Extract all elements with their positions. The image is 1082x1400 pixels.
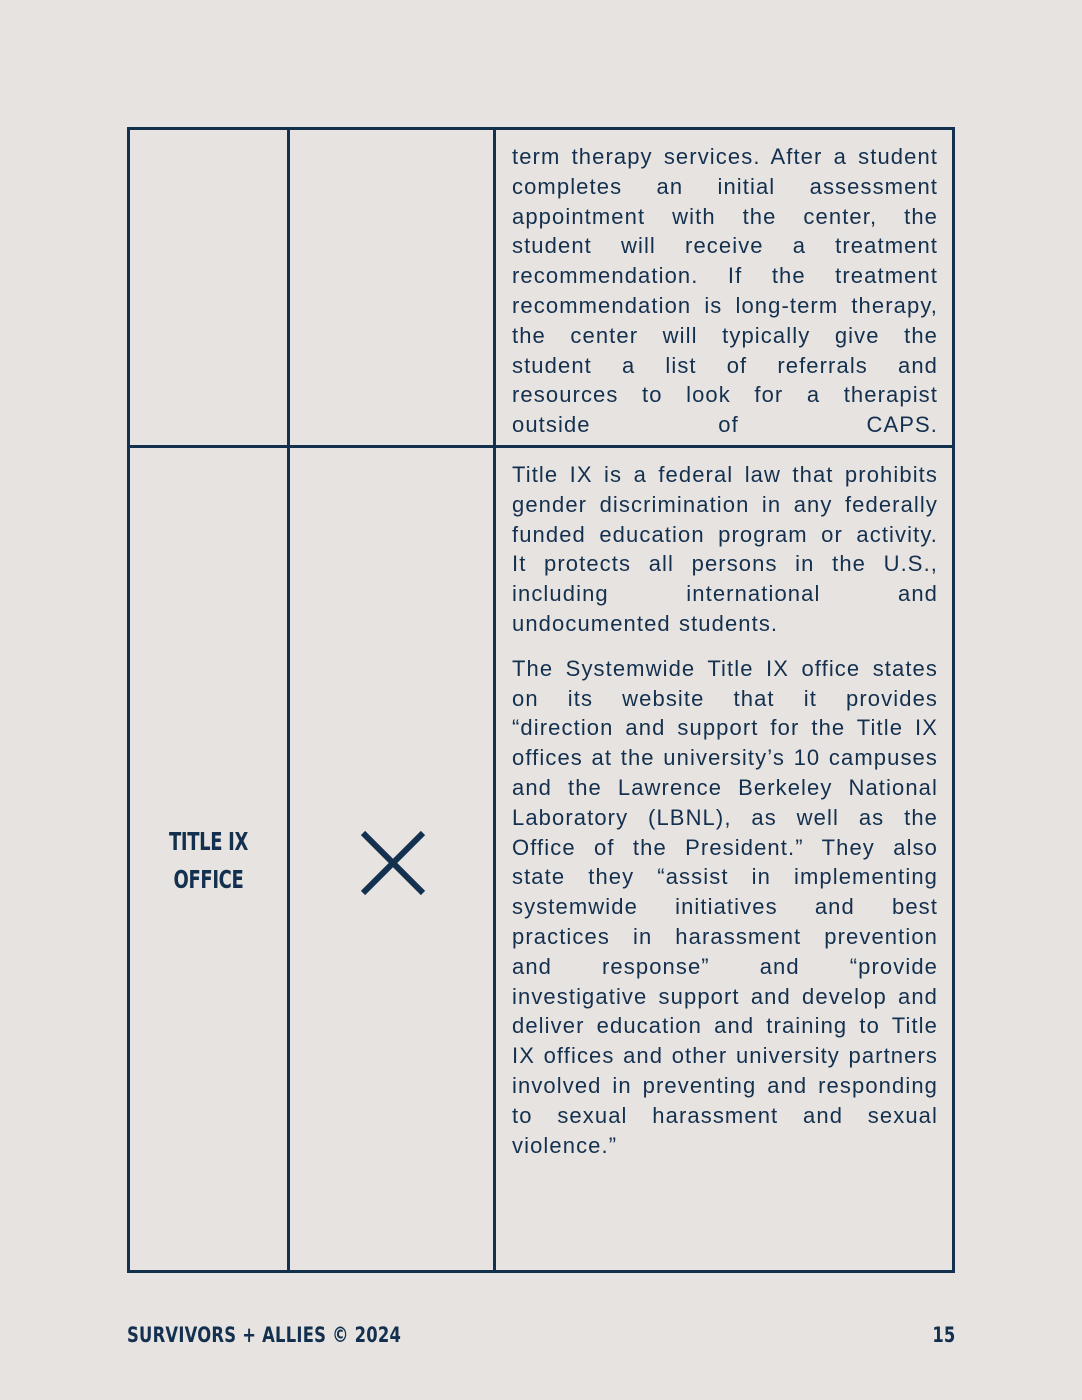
page-number: 15 <box>932 1323 955 1347</box>
footer-copyright: SURVIVORS + ALLIES © 2024 <box>127 1323 402 1347</box>
availability-cell <box>290 130 496 445</box>
description-paragraph: The Systemwide Title IX office states on its website that it provides “direction and support for the Title IX offices at the university’s 10 campuses and the Lawrence Berkeley National Laboratory (LBNL), as well as the Office of the President.” They also state they “assist in implementing systemwide initiatives and best practices in harassment prevention and response” and “provide investigative support and develop and deliver education and training to Title IX offices and other university partners involved in preventing and responding to sexual harassment and sexual violence.” <box>512 655 938 1158</box>
description-cell <box>496 130 952 445</box>
table-row <box>130 130 952 448</box>
x-icon <box>360 830 426 896</box>
table-row <box>130 448 952 1270</box>
availability-cell <box>290 448 496 1270</box>
description-paragraph: Title IX is a federal law that prohibits gender discrimination in any federally funded education program or activity. It protects all persons in the U.S., including international and undocumented students. <box>512 462 938 636</box>
paragraph-gap <box>512 639 938 654</box>
office-name-line: OFFICE <box>173 865 244 894</box>
description-paragraph: term therapy services. After a student completes an initial assessment appointment with the center, the student will receive a treatment recommendation. If the treatment recommendation is long-term therapy, the center will typically give the student a list of referrals and resources to look for a therapist outside of CAPS. <box>512 144 938 438</box>
office-name-cell <box>130 448 290 1270</box>
office-name-label <box>152 823 265 899</box>
resource-table <box>127 127 955 1273</box>
description-cell <box>496 448 952 1270</box>
office-name-cell <box>130 130 290 445</box>
office-name-line: TITLE IX <box>169 827 248 856</box>
